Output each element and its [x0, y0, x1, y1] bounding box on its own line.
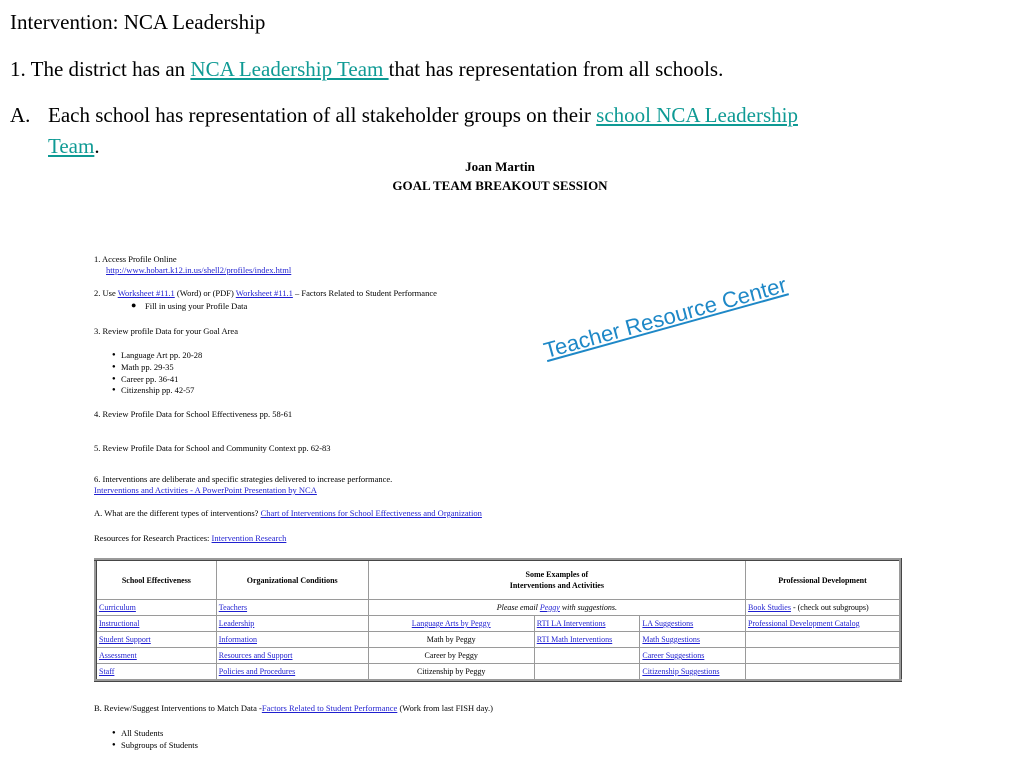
la-suggestions-link[interactable]: LA Suggestions: [642, 619, 694, 628]
nca-leadership-team-link[interactable]: NCA Leadership Team: [190, 57, 389, 81]
line1-suffix: that has representation from all schools.: [388, 57, 724, 81]
step-6: 6. Interventions are deliberate and specific strategies delivered to increase performance.: [94, 474, 393, 484]
resources-support-link[interactable]: Resources and Support: [218, 651, 293, 660]
header-examples: [368, 560, 745, 600]
staff-link[interactable]: Staff: [99, 667, 115, 676]
school-nca-leadership-team-link[interactable]: school NCA Leadership: [596, 103, 798, 127]
school-nca-leadership-team-link-cont[interactable]: Team: [48, 134, 95, 158]
step2-mid: (Word) or (PDF): [174, 288, 236, 298]
step-a: [94, 508, 482, 519]
pd-catalog-link[interactable]: Professional Development Catalog: [748, 619, 860, 628]
empty-cell: [534, 648, 640, 664]
empty-cell: [534, 664, 640, 681]
resources-prefix: Resources for Research Practices:: [94, 533, 212, 543]
step-2-sub: ● Fill in using your Profile Data: [145, 301, 247, 312]
doc-header-title: GOAL TEAM BREAKOUT SESSION: [392, 178, 608, 193]
header-school-effectiveness: School Effectiveness: [96, 560, 217, 600]
slide-line-a-marker: A.: [10, 103, 31, 127]
email-note-suffix: with suggestions.: [559, 603, 617, 612]
header-professional-development: Professional Development: [746, 560, 901, 600]
email-note-prefix: Please email: [496, 603, 540, 612]
book-studies-link[interactable]: Book Studies: [748, 603, 791, 612]
worksheet-word-link[interactable]: Worksheet #11.1: [117, 288, 175, 298]
profile-url-link[interactable]: http://www.hobart.k12.in.us/shell2/profiles/index.html: [106, 265, 292, 275]
step-2: [94, 288, 437, 299]
header-organizational-conditions: Organizational Conditions: [216, 560, 368, 600]
step-3-item: ● Career pp. 36-41: [121, 374, 178, 385]
language-arts-link[interactable]: Language Arts by Peggy: [411, 619, 491, 628]
rti-la-link[interactable]: RTI LA Interventions: [536, 619, 606, 628]
policies-procedures-link[interactable]: Policies and Procedures: [218, 667, 296, 676]
email-note: [368, 600, 745, 616]
resources-line: [94, 533, 286, 544]
worksheet-pdf-link[interactable]: Worksheet #11.1: [235, 288, 293, 298]
header-examples-line1: Some Examples of: [525, 570, 589, 579]
interventions-presentation-link[interactable]: Interventions and Activities - A PowerPoint Presentation by NCA: [94, 485, 317, 495]
empty-cell: [746, 648, 901, 664]
peggy-email-link[interactable]: Peggy: [539, 603, 560, 612]
step2-prefix: 2. Use: [94, 288, 118, 298]
leadership-link[interactable]: Leadership: [218, 619, 255, 628]
citizenship-by-peggy: Citizenship by Peggy: [368, 664, 534, 681]
factors-student-performance-link[interactable]: Factors Related to Student Performance: [261, 703, 398, 713]
step-b-item: ● Subgroups of Students: [121, 740, 198, 751]
curriculum-link[interactable]: Curriculum: [99, 603, 136, 612]
header-examples-line2: Interventions and Activities: [509, 581, 604, 590]
rti-math-link[interactable]: RTI Math Interventions: [536, 635, 613, 644]
student-support-link[interactable]: Student Support: [99, 635, 151, 644]
assessment-link[interactable]: Assessment: [99, 651, 137, 660]
table-row: [96, 664, 901, 681]
step-5: 5. Review Profile Data for School and Community Context pp. 62-83: [94, 443, 331, 453]
career-suggestions-link[interactable]: Career Suggestions: [642, 651, 705, 660]
teachers-link[interactable]: Teachers: [218, 603, 248, 612]
career-by-peggy: Career by Peggy: [368, 648, 534, 664]
step-b-prefix: B. Review/Suggest Interventions to Match Data -: [94, 703, 262, 713]
table-row: [96, 648, 901, 664]
line-a-prefix: Each school has representation of all stakeholder groups on their: [48, 103, 597, 127]
step-a-prefix: A. What are the different types of interventions?: [94, 508, 261, 518]
step2-suffix: – Factors Related to Student Performance: [292, 288, 437, 298]
chart-of-interventions-link[interactable]: Chart of Interventions for School Effectiveness and Organization: [260, 508, 482, 518]
step-1: 1. Access Profile Online: [94, 254, 177, 264]
line1-prefix: 1. The district has an: [10, 57, 191, 81]
step-b-suffix: (Work from last FISH day.): [397, 703, 493, 713]
step-3: 3. Review profile Data for your Goal Area: [94, 326, 238, 336]
step-b: [94, 703, 493, 714]
book-studies-note: - (check out subgroups): [790, 603, 869, 612]
step-b-item: ● All Students: [121, 728, 163, 739]
empty-cell: [746, 664, 901, 681]
slide-title: Intervention: NCA Leadership: [10, 10, 266, 34]
information-link[interactable]: Information: [218, 635, 257, 644]
table-row: [96, 600, 901, 616]
step-3-item: ● Math pp. 29-35: [121, 362, 174, 373]
empty-cell: [746, 632, 901, 648]
step-3-item: ● Language Art pp. 20-28: [121, 350, 202, 361]
citizenship-suggestions-link[interactable]: Citizenship Suggestions: [642, 667, 720, 676]
table-row: [96, 616, 901, 632]
step-3-item: ● Citizenship pp. 42-57: [121, 385, 194, 396]
math-suggestions-link[interactable]: Math Suggestions: [642, 635, 700, 644]
step-4: 4. Review Profile Data for School Effectiveness pp. 58-61: [94, 409, 293, 419]
table-row: [96, 632, 901, 648]
intervention-research-link[interactable]: Intervention Research: [211, 533, 287, 543]
teacher-resource-center-link[interactable]: Teacher Resource Center: [541, 271, 790, 364]
interventions-table: [94, 558, 902, 682]
instructional-link[interactable]: Instructional: [99, 619, 140, 628]
doc-header-name: Joan Martin: [465, 159, 535, 174]
math-by-peggy: Math by Peggy: [368, 632, 534, 648]
line-a-suffix: .: [94, 134, 100, 158]
table-header-row: [96, 560, 901, 600]
